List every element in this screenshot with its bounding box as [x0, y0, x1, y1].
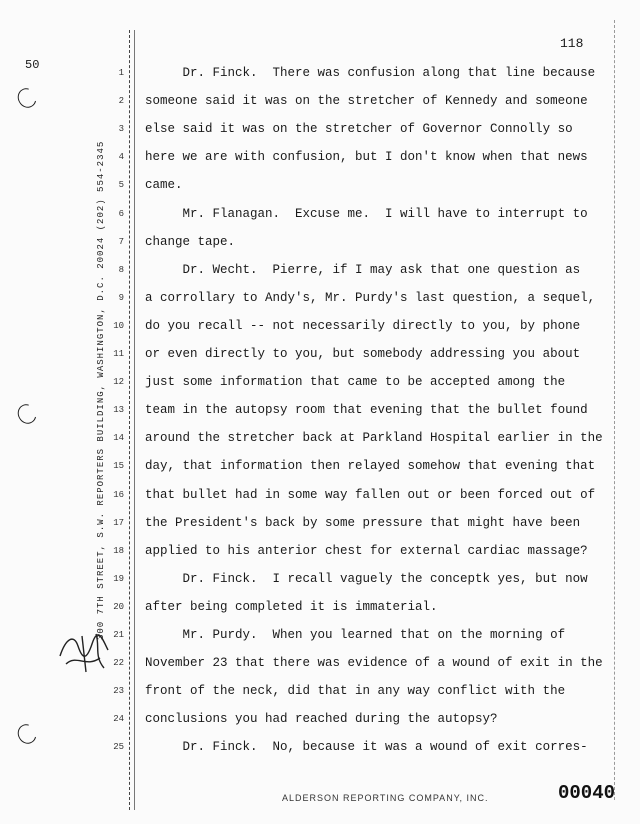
- transcript-line: team in the autopsy room that evening that the bullet found: [145, 403, 588, 418]
- transcript-line: change tape.: [145, 234, 236, 249]
- binder-hole-bottom: [14, 721, 40, 747]
- line-number: 11: [113, 349, 124, 359]
- page-id: 00040: [558, 782, 616, 804]
- transcript-line: conclusions you had reached during the autopsy?: [145, 712, 498, 727]
- line-number: 6: [118, 208, 124, 219]
- transcript-line: the President's back by some pressure that might have been: [145, 515, 581, 530]
- binder-hole-middle: [14, 401, 40, 427]
- transcript-line: do you recall -- not necessarily directly to you, by phone: [145, 318, 581, 333]
- line-number: 15: [113, 461, 124, 472]
- transcript-line: Dr. Finck. No, because it was a wound of exit corres-: [145, 740, 588, 755]
- transcript-line: here we are with confusion, but I don't know when that news: [145, 150, 588, 165]
- transcript-line: Dr. Wecht. Pierre, if I may ask that one question as: [145, 262, 581, 277]
- line-number: 18: [113, 545, 124, 556]
- line-number: 16: [113, 489, 124, 500]
- page-number: 118: [560, 36, 584, 51]
- transcript-line: that bullet had in some way fallen out or been forced out of: [145, 487, 596, 502]
- transcript-line: just some information that came to be accepted among the: [145, 375, 566, 390]
- line-number: 21: [113, 630, 124, 640]
- binder-hole-top: [14, 85, 40, 111]
- transcript-line: a corrollary to Andy's, Mr. Purdy's last question, a sequel,: [145, 290, 596, 305]
- line-number: 24: [113, 714, 124, 725]
- vertical-margin-text: 300 7TH STREET, S.W. REPORTERS BUILDING, WASHINGTON, D.C. 20024 (202) 554-2345: [96, 140, 106, 640]
- line-number: 3: [118, 124, 124, 135]
- footer-company: ALDERSON REPORTING COMPANY, INC.: [282, 793, 489, 803]
- transcript-line: someone said it was on the stretcher of Kennedy and someone: [145, 94, 588, 109]
- transcript-line: after being completed it is immaterial.: [145, 599, 438, 614]
- line-number: 17: [113, 517, 124, 528]
- transcript-line: day, that information then relayed somehow that evening that: [145, 459, 596, 474]
- line-number: 19: [113, 573, 124, 584]
- line-number: 10: [113, 320, 124, 331]
- line-number: 4: [118, 152, 124, 163]
- transcript-line: Dr. Finck. There was confusion along that line because: [145, 66, 596, 80]
- side-number: 50: [25, 58, 40, 72]
- line-number: 25: [113, 742, 124, 753]
- left-margin-rule-inner: [134, 30, 135, 810]
- transcript-line: front of the neck, did that in any way conflict with the: [145, 684, 566, 699]
- line-number: 12: [113, 377, 124, 388]
- line-number: 22: [113, 658, 124, 669]
- transcript-line: November 23 that there was evidence of a wound of exit in the: [145, 656, 603, 671]
- transcript-line: around the stretcher back at Parkland Hospital earlier in the: [145, 431, 603, 446]
- line-number: 2: [118, 96, 124, 107]
- right-margin-rule: [614, 20, 615, 800]
- transcript-line: Mr. Purdy. When you learned that on the morning of: [145, 628, 566, 642]
- transcript-line: else said it was on the stretcher of Governor Connolly so: [145, 122, 573, 137]
- transcript-line: applied to his anterior chest for external cardiac massage?: [145, 543, 588, 558]
- line-number: 20: [113, 601, 124, 612]
- transcript-line: or even directly to you, but somebody addressing you about: [145, 347, 581, 361]
- line-number: 14: [113, 433, 124, 444]
- transcript-line: Mr. Flanagan. Excuse me. I will have to interrupt to: [145, 206, 588, 221]
- line-number: 13: [113, 405, 124, 416]
- line-number: 5: [118, 180, 124, 191]
- transcript-line: came.: [145, 178, 183, 193]
- left-margin-rule: [129, 30, 130, 810]
- line-number: 1: [118, 68, 124, 78]
- line-number: 7: [118, 236, 124, 247]
- transcript-line: Dr. Finck. I recall vaguely the conceptk yes, but now: [145, 571, 588, 586]
- line-number: 23: [113, 686, 124, 697]
- line-number: 8: [118, 264, 124, 275]
- line-number: 9: [118, 292, 124, 303]
